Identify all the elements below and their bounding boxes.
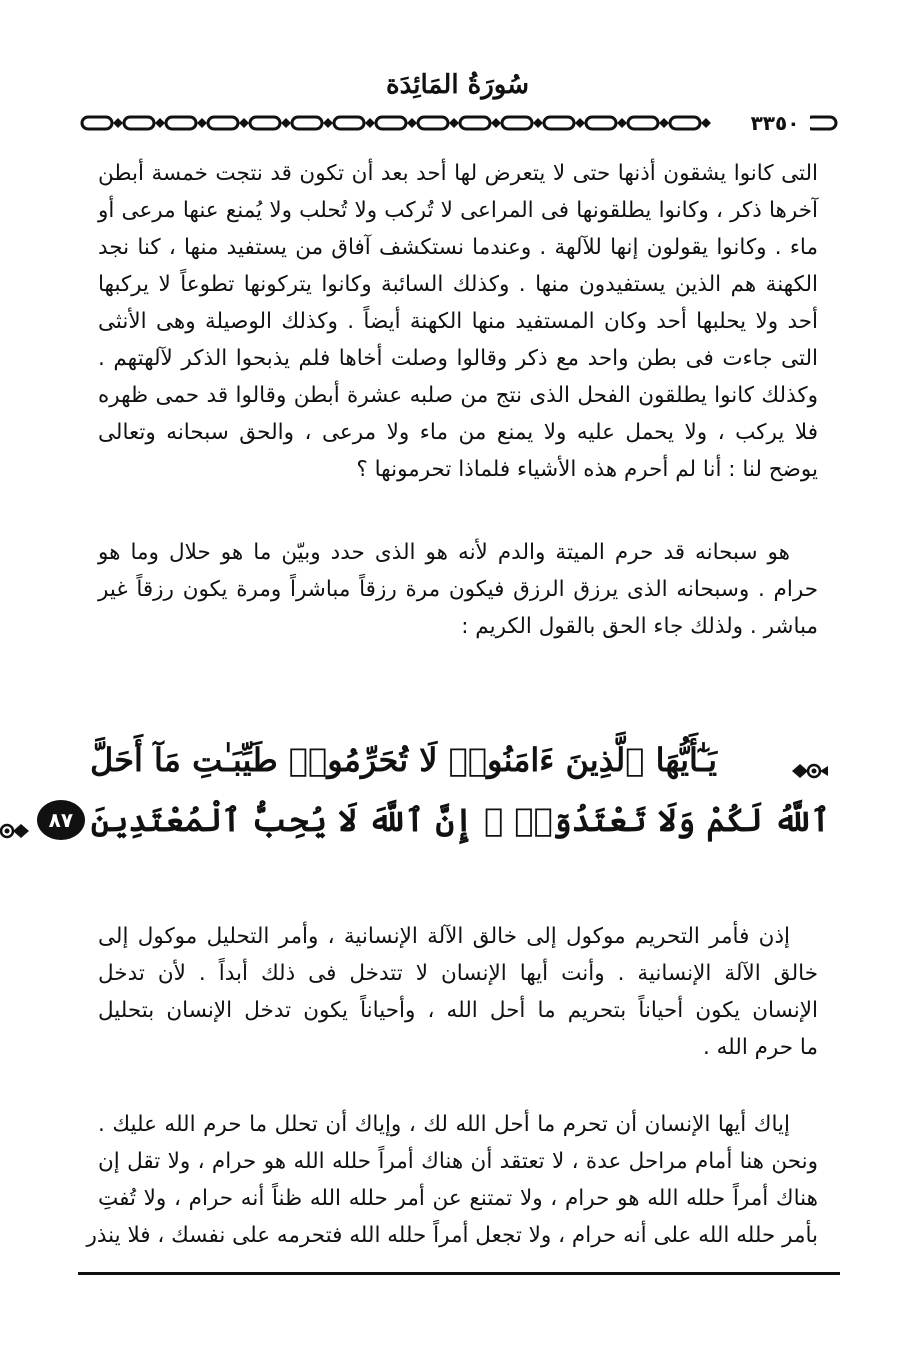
verse-close-ornament-icon [0,805,31,835]
surah-title: سُورَةُ المَائِدَة [385,70,530,100]
ayah-number-marker: ٨٧ [37,800,85,840]
verse-line-1 [90,730,830,790]
verse-text-line-1: يَـٰٓأَيُّهَا ٱلَّذِينَ ءَامَنُوا۟ لَا تُحَرِّمُوا۟ طَيِّبَـٰتِ مَآ أَحَلَّ [90,741,718,779]
verse-open-ornament-icon [790,745,830,775]
text-line: أحد ولا يحلبها أحد وكان المستفيد منها الكهنة أيضاً . وكذلك الوصيلة وهى الأنثى [98,309,818,334]
quran-verse [48,730,830,850]
text-line: خالق الآلة الإنسانية . وأنت أيها الإنسان لا تتدخل فى ذلك أبداً . لأن تدخل [98,961,818,986]
text-line: الإنسان يكون أحياناً بتحريم ما أحل الله ، وأحياناً يكون تدخل الإنسان بتحليل [98,998,818,1023]
text-line: الكهنة هم الذين يستفيدون منها . وكذلك السائبة وكانوا يتركونها تطوعاً لا يركبها [98,272,818,297]
text-line: إياك أيها الإنسان أن تحرم ما أحل الله لك ، وإياك أن تحلل ما حرم الله عليك . [98,1112,790,1137]
text-line: آخرها ذكر ، وكانوا يطلقونها فى المراعى لا تُركب ولا تُحلب ولا يُمنع عنها مرعى أو [98,198,818,223]
text-line: إذن فأمر التحريم موكول إلى خالق الآلة الإنسانية ، وأمر التحليل موكول إلى [98,924,790,949]
paragraph-1 [98,155,818,488]
text-line: فلا يركب ، ولا يحمل عليه ولا يمنع من ماء ولا مرعى ، والحق سبحانه وتعالى [98,420,818,445]
text-line: التى جاءت فى بطن واحد مع ذكر وقالوا وصلت أخاها فلم يذبحوا الذكر لآلهتهم . [98,346,818,371]
text-line: مباشر . ولذلك جاء الحق بالقول الكريم : [461,614,818,639]
text-line: هو سبحانه قد حرم الميتة والدم لأنه هو الذى حدد وبيّن ما هو حلال وما هو [98,540,790,565]
paragraph-2 [98,534,818,645]
verse-line-2 [48,790,830,850]
header-ornamental-border [78,112,840,134]
paragraph-3 [98,918,818,1066]
text-line: هناك أمراً حلله الله هو حرام ، ولا تمتنع عن أمر حلله الله ظناً أنه حرام ، ولا تُفتِ [98,1186,818,1211]
text-line: وكذلك كانوا يطلقون الفحل الذى نتج من صلبه عشرة أبطن وقالوا قد حمى ظهره [98,383,818,408]
text-line: ماء . وكانوا يقولون إنها للآلهة . وعندما نستكشف آفاق من يستفيد منها ، كنا نجد [98,235,818,260]
text-line: يوضح لنا : أنا لم أحرم هذه الأشياء فلماذا تحرمونها ؟ [356,457,818,482]
text-line: ما حرم الله . [702,1035,818,1060]
text-line: ونحن هنا أمام مراحل عدة ، لا تعتقد أن هناك أمراً حلله الله هو حرام ، ولا تقل إن [98,1149,818,1174]
page-number: ٣٣٥٠ [740,111,810,135]
bottom-rule [78,1272,840,1275]
text-line: حرام . وسبحانه الذى يرزق الرزق فيكون مرة رزقاً مباشراً ومرة يكون رزقاً غير [98,577,818,602]
text-line: التى كانوا يشقون أذنها حتى لا يتعرض لها أحد بعد أن تكون قد نتجت خمسة أبطن [98,161,818,186]
paragraph-4 [86,1106,818,1254]
verse-text-line-2: ٱللَّهُ لَكُمْ وَلَا تَعْتَدُوٓا۟ ۚ إِنَّ ٱللَّهَ لَا يُحِبُّ ٱلْمُعْتَدِينَ [90,801,830,839]
text-line: بأمر حلله الله على أنه حرام ، ولا تجعل أمراً حلله الله فتحرمه على نفسك ، فلا ينذر [86,1223,818,1248]
